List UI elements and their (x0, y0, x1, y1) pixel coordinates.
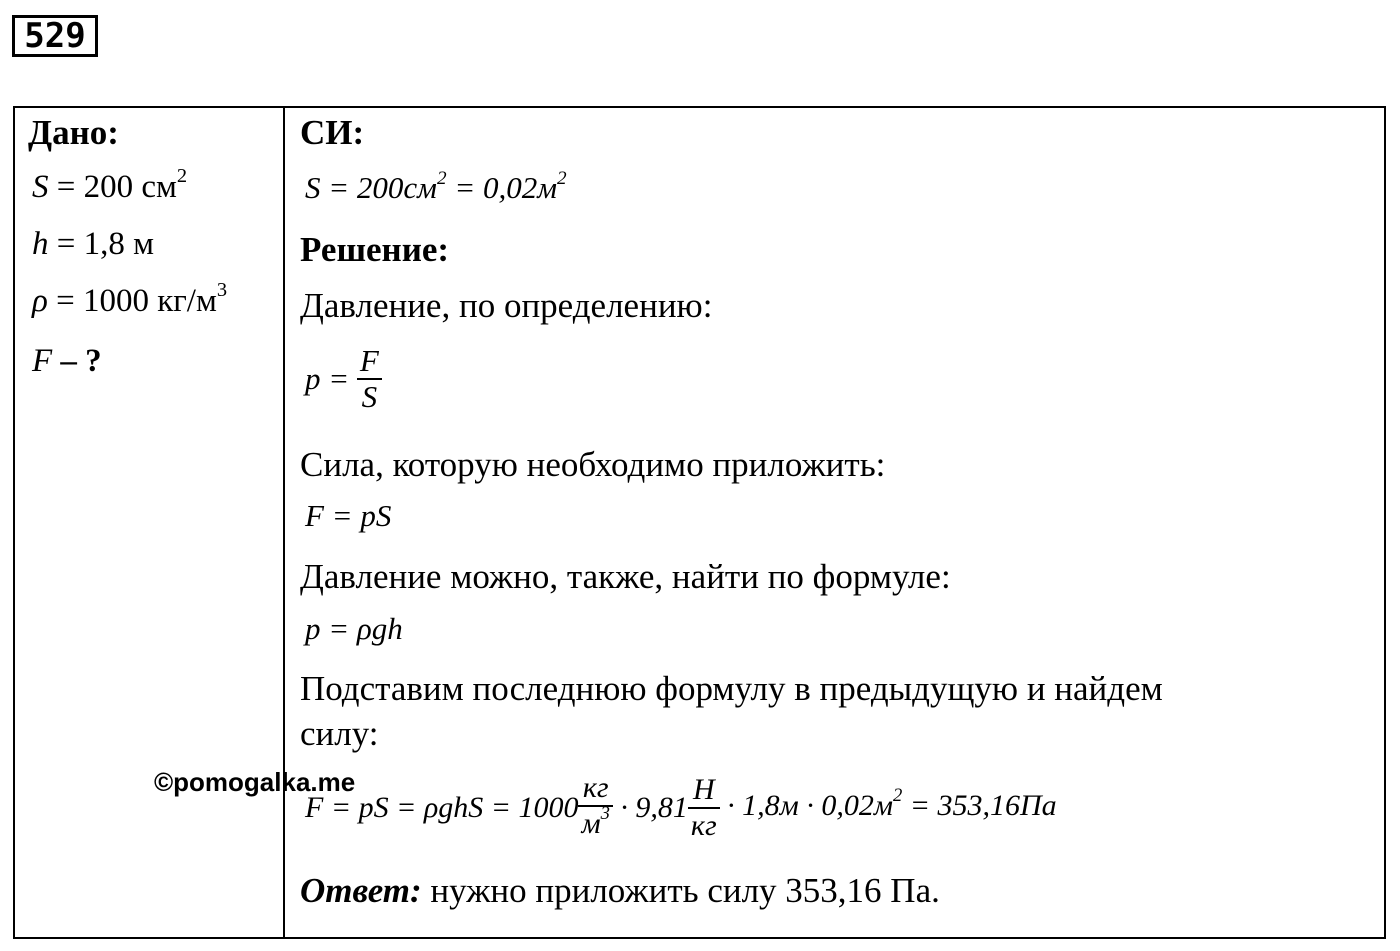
formula-force: F = pS (305, 498, 392, 533)
solution-text-force: Сила, которую необходимо приложить: (300, 445, 886, 484)
answer-label: Ответ: (300, 871, 422, 910)
given-exponent: 3 (216, 278, 228, 301)
formula-lhs: p = (305, 361, 357, 396)
given-value: = 200 см (48, 169, 177, 205)
si-exponent: 2 (557, 167, 567, 189)
fraction (357, 344, 382, 414)
formula-part: · 9,81 (612, 791, 688, 824)
si-exponent: 2 (436, 167, 447, 189)
given-symbol: ρ (32, 283, 48, 319)
given-height (32, 225, 154, 263)
formula-tail (719, 785, 1057, 822)
formula-hydrostatic: p = ρgh (305, 611, 403, 646)
fraction-denominator (578, 803, 612, 845)
si-formula-part: S = 200см (305, 170, 437, 205)
answer-text: нужно приложить силу 353,16 Па. (421, 871, 940, 910)
given-area (32, 164, 188, 210)
formula-result: = 353,16Па (902, 789, 1057, 822)
given-symbol: F (32, 343, 53, 379)
given-symbol: h (32, 226, 49, 262)
given-exponent: 2 (176, 164, 188, 187)
formula-pressure-definition (305, 344, 382, 414)
given-unknown (32, 342, 102, 380)
column-divider (283, 106, 285, 939)
fraction-numerator: кг (578, 771, 612, 807)
fraction (578, 771, 612, 845)
si-heading: СИ: (300, 113, 365, 152)
si-formula (305, 167, 567, 211)
fraction (688, 773, 720, 843)
fraction-numerator: Н (688, 773, 720, 809)
formula-part: F = pS = ρghS = 1000 (305, 791, 579, 824)
solution-text-substitute-line1: Подставим последнюю формулу в предыдущую и найдем (300, 669, 1163, 708)
given-density (32, 278, 228, 324)
fraction-denominator: кг (690, 809, 717, 842)
given-heading: Дано: (28, 113, 119, 152)
given-value: – ? (52, 343, 102, 379)
solution-text-substitute-line2: силу: (300, 714, 379, 753)
watermark: ©pomogalka.me (154, 767, 356, 797)
fraction-numerator: F (357, 344, 382, 380)
formula-part: · 1,8м · 0,02м (719, 789, 893, 822)
formula-final (305, 771, 1057, 845)
si-formula-part: = 0,02м (446, 170, 558, 205)
problem-number: 529 (12, 15, 98, 57)
solution-text-pressure-formula: Давление можно, также, найти по формуле: (300, 557, 951, 596)
solution-text-definition: Давление, по определению: (300, 286, 713, 325)
solution-heading: Решение: (300, 230, 450, 269)
given-value: = 1,8 м (48, 226, 154, 262)
given-symbol: S (32, 169, 49, 205)
fraction-denominator: S (361, 379, 378, 414)
answer-line (300, 871, 940, 911)
formula-exponent: 2 (892, 785, 903, 807)
fraction-exponent: 3 (600, 803, 610, 825)
given-value: = 1000 кг/м (47, 283, 217, 319)
fraction-denominator-text: м (581, 807, 601, 840)
